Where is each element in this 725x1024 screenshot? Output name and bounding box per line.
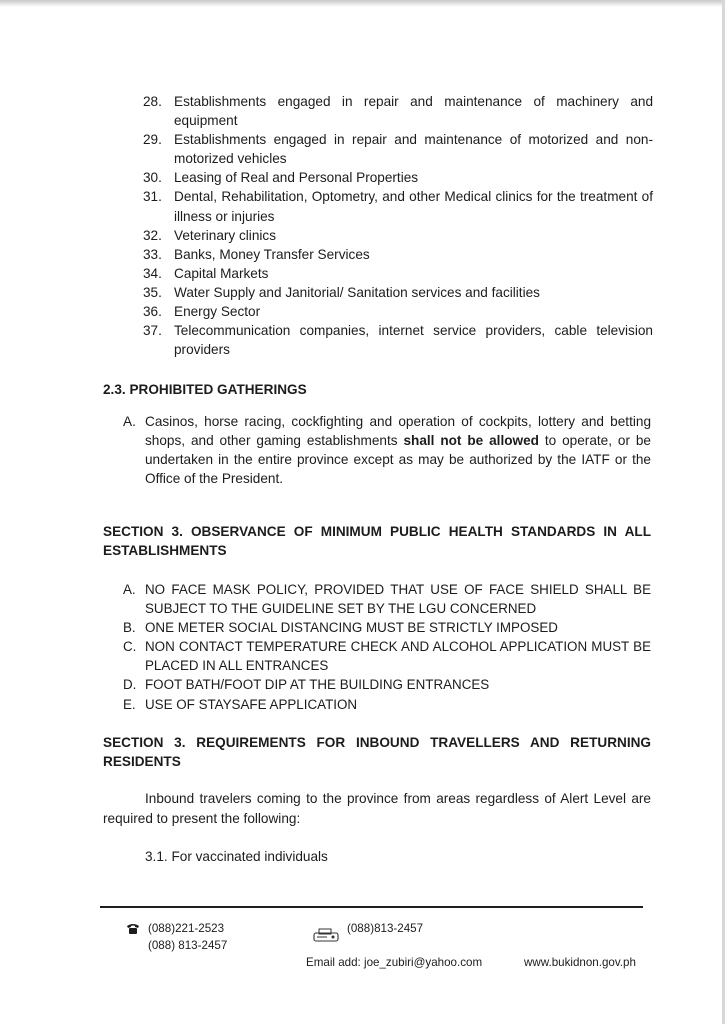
- footer-rule: [100, 906, 643, 908]
- establishments-list: [143, 92, 653, 359]
- item-text: [145, 412, 651, 488]
- list-item: [143, 302, 653, 321]
- prohibited-item-a: [123, 412, 651, 488]
- item-number: D.: [123, 677, 137, 693]
- list-item: [143, 283, 653, 302]
- email-address: Email add: joe_zubiri@yahoo.com: [306, 956, 483, 969]
- item-text: Dental, Rehabilitation, Optometry, and other Medical clinics for the treatment of illness or injuries: [174, 189, 653, 224]
- item-number: 30.: [143, 170, 162, 186]
- standard-item: [123, 618, 651, 637]
- phone-number-2: (088) 813-2457: [148, 939, 228, 952]
- item-text: USE OF STAYSAFE APPLICATION: [145, 696, 358, 712]
- item-text: Establishments engaged in repair and maintenance of motorized and non-motorized vehicles: [174, 132, 653, 167]
- list-item: [143, 264, 653, 283]
- item-text: NON CONTACT TEMPERATURE CHECK AND ALCOHOL APPLICATION MUST BE PLACED IN ALL ENTRANCES: [145, 639, 651, 674]
- standard-item: [123, 675, 651, 694]
- item-number: 31.: [143, 189, 162, 205]
- item-number: 29.: [143, 132, 162, 148]
- item-text: FOOT BATH/FOOT DIP AT THE BUILDING ENTRANCES: [145, 677, 490, 693]
- item-text: Establishments engaged in repair and maintenance of machinery and equipment: [174, 94, 653, 129]
- item-text: NO FACE MASK POLICY, PROVIDED THAT USE OF FACE SHIELD SHALL BE SUBJECT TO THE GUIDELINE SET BY THE LGU CONCERNED: [145, 582, 651, 617]
- item-text: Water Supply and Janitorial/ Sanitation services and facilities: [174, 284, 540, 300]
- item-text: Veterinary clinics: [174, 227, 276, 243]
- item-letter: A.: [123, 414, 136, 429]
- item-number: E.: [123, 696, 136, 712]
- travellers-paragraph: Inbound travelers coming to the province from areas regardless of Alert Level are required to present the following:: [103, 791, 651, 826]
- item-number: 34.: [143, 265, 162, 281]
- list-item: [143, 245, 653, 264]
- fax-number: (088)813-2457: [347, 922, 424, 935]
- health-standards-list: [123, 580, 651, 714]
- list-item: [143, 226, 653, 245]
- standard-item: [123, 637, 651, 675]
- item-text: Telecommunication companies, internet service providers, cable television providers: [174, 323, 653, 358]
- text-before: Casinos, horse racing, cockfighting and operation of cockpits, lottery and betting shops, and other gaming establishments: [145, 414, 651, 449]
- standard-item: [123, 580, 651, 618]
- telephone-icon: [126, 923, 140, 934]
- section-2-3-heading: 2.3. PROHIBITED GATHERINGS: [103, 382, 307, 397]
- website-link[interactable]: www.bukidnon.gov.ph: [524, 956, 636, 969]
- item-number: 37.: [143, 323, 162, 339]
- item-number: 33.: [143, 246, 162, 262]
- item-text: Energy Sector: [174, 304, 261, 320]
- item-number: 32.: [143, 227, 162, 243]
- item-number: 35.: [143, 284, 162, 300]
- phone-number-1: (088)221-2523: [148, 922, 225, 935]
- item-text: Banks, Money Transfer Services: [174, 246, 370, 262]
- list-item: [143, 92, 653, 130]
- section-3-standards-heading: SECTION 3. OBSERVANCE OF MINIMUM PUBLIC HEALTH STANDARDS IN ALL ESTABLISHMENTS: [103, 524, 651, 558]
- item-text: Leasing of Real and Personal Properties: [174, 170, 419, 186]
- fax-machine-icon: [312, 927, 342, 942]
- item-text: ONE METER SOCIAL DISTANCING MUST BE STRICTLY IMPOSED: [145, 620, 558, 636]
- item-text: Capital Markets: [174, 265, 269, 281]
- standard-item: [123, 695, 651, 714]
- text-after: to operate, or be undertaken in the entire province except as may be authorized by the IATF or the Office of the President.: [145, 433, 651, 487]
- item-number: C.: [123, 639, 137, 655]
- item-number: A.: [123, 582, 136, 597]
- list-item: [143, 187, 653, 225]
- item-number: B.: [123, 620, 136, 636]
- list-item: [143, 168, 653, 187]
- item-number: 28.: [143, 94, 162, 109]
- item-number: 36.: [143, 304, 162, 320]
- list-item: [143, 130, 653, 168]
- emphasis-text: shall not be allowed: [403, 433, 539, 449]
- list-item: [143, 321, 653, 359]
- subsection-3-1-heading: 3.1. For vaccinated individuals: [145, 849, 328, 864]
- section-3-travellers-heading: SECTION 3. REQUIREMENTS FOR INBOUND TRAVELLERS AND RETURNING RESIDENTS: [103, 735, 651, 769]
- scan-top-edge: [0, 0, 725, 7]
